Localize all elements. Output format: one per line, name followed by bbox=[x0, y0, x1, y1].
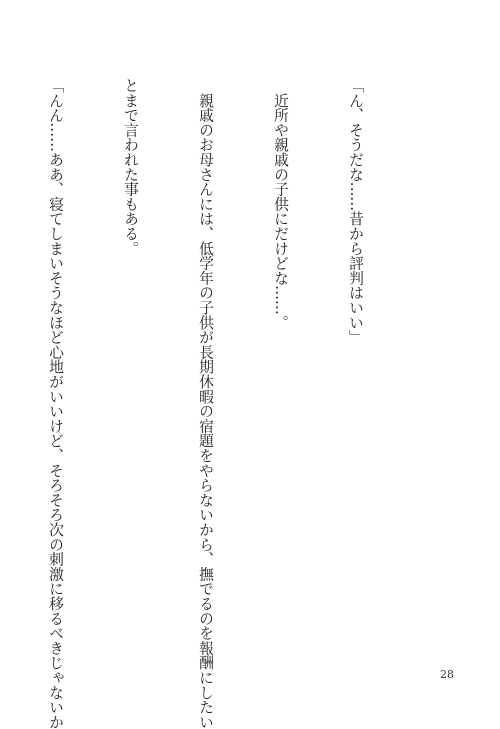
text-line: 「んん……ああ、寝てしまいそうなほど心地がいいけど、そろそろ次の刺激に移るべきじゃないか bbox=[47, 78, 64, 729]
text-line: 近所や親戚の子供にだけどな……。 bbox=[272, 78, 289, 330]
text-line: 「ん、そうだな……昔から評判はいい」 bbox=[347, 78, 364, 345]
vertical-text-body bbox=[0, 78, 418, 729]
page-number: 28 bbox=[440, 668, 454, 681]
text-line: 親戚のお母さんには、低学年の子供が長期休暇の宿題をやらないから、撫でるのを報酬にしたい bbox=[197, 78, 214, 729]
text-line: とまで言われた事もある。 bbox=[122, 78, 139, 256]
